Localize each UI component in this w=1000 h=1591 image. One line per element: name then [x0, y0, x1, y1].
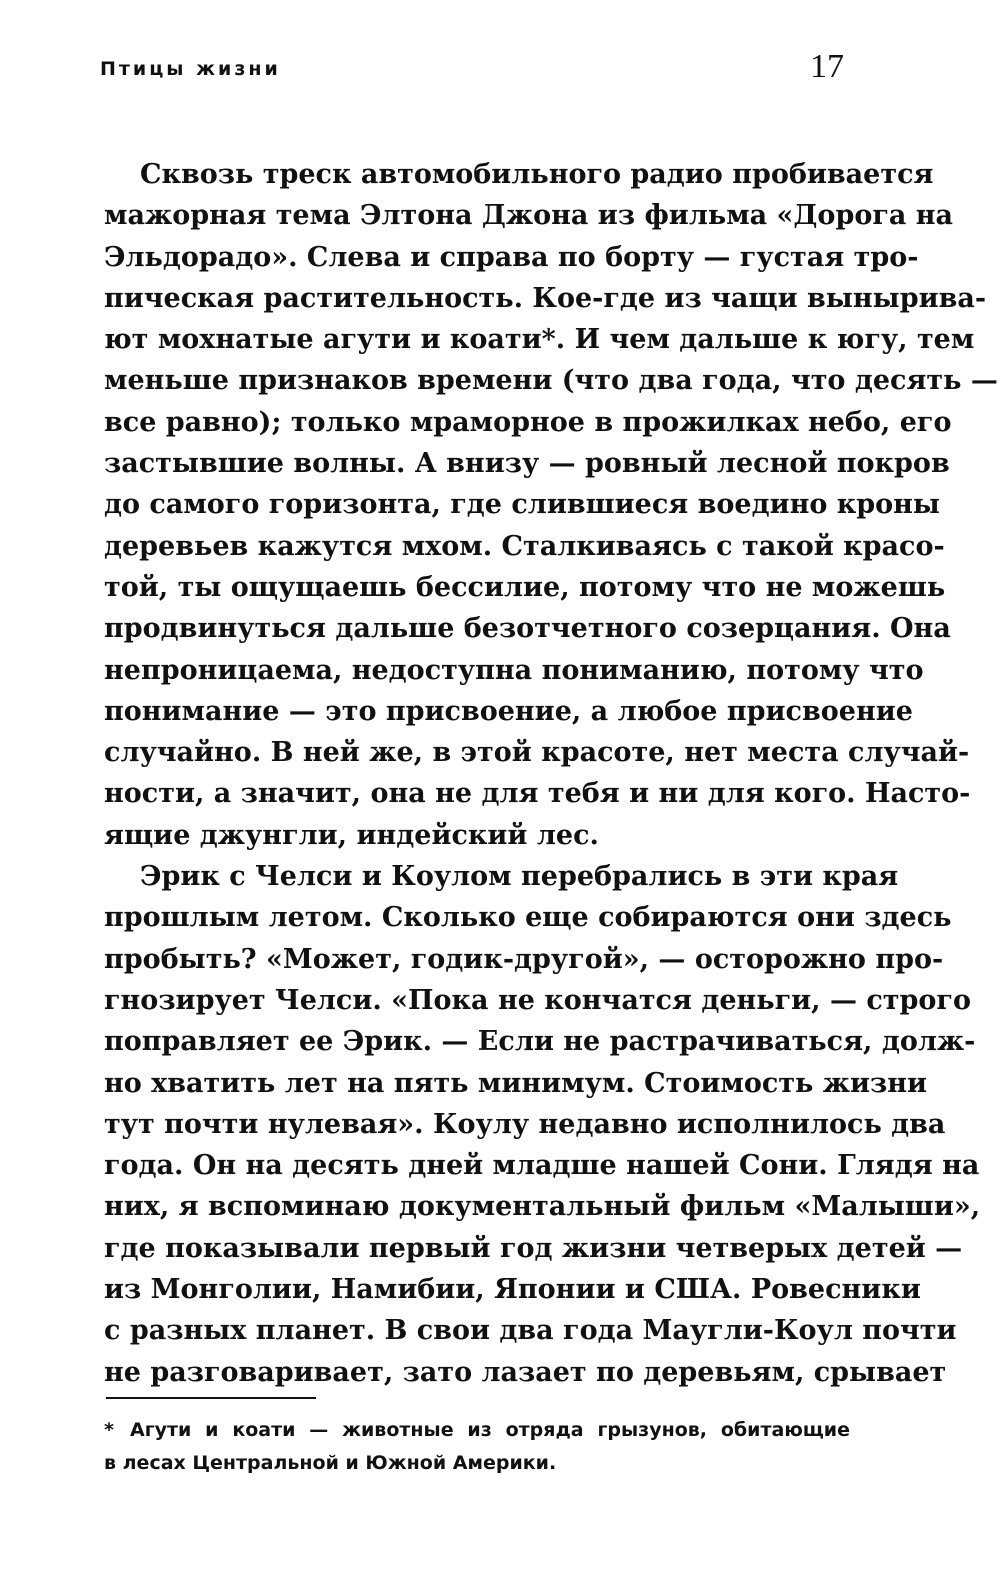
- text-line: случайно. В ней же, в этой красоте, нет места случай-: [104, 737, 970, 769]
- footnote-line: [104, 1414, 850, 1447]
- main-text: [104, 154, 998, 1393]
- text-line: прошлым летом. Сколько еще собираются они здесь: [104, 902, 952, 934]
- text-line: меньше признаков времени (что два года, что десять —: [104, 365, 998, 397]
- footnote-text: Агути и коати — животные из отряда грызунов, обитающие: [130, 1419, 850, 1441]
- text-line: застывшие волны. А внизу — ровный лесной покров: [104, 448, 950, 480]
- text-line: тут почти нулевая». Коулу недавно исполнилось два: [104, 1108, 946, 1140]
- text-line: понимание — это присвоение, а любое присвоение: [104, 695, 913, 727]
- text-line: продвинуться дальше безотчетного созерцания. Она: [104, 613, 951, 645]
- running-title: Птицы жизни: [100, 58, 281, 80]
- text-line: года. Он на десять дней младше нашей Сони. Глядя на: [104, 1150, 980, 1182]
- text-line: деревьев кажутся мхом. Сталкиваясь с такой красо-: [104, 530, 945, 562]
- text-line: с разных планет. В свои два года Маугли-Коул почти: [104, 1315, 957, 1347]
- text-line: непроницаема, недоступна пониманию, потому что: [104, 654, 924, 686]
- text-line: пическая растительность. Кое-где из чащи вынырива-: [104, 282, 987, 314]
- text-line: из Монголии, Намибии, Японии и США. Ровесники: [104, 1274, 921, 1306]
- text-line: Эрик с Челси и Коулом перебрались в эти края: [140, 861, 899, 893]
- text-line: все равно); только мраморное в прожилках небо, его: [104, 406, 952, 438]
- text-line: но хватить лет на пять минимум. Стоимость жизни: [104, 1067, 928, 1099]
- text-line: поправляет ее Эрик. — Если не растрачиваться, долж-: [104, 1026, 976, 1058]
- footnote-line: в лесах Центральной и Южной Америки.: [104, 1452, 557, 1474]
- text-line: до самого горизонта, где слившиеся воедино кроны: [104, 489, 940, 521]
- text-line: пробыть? «Может, годик-другой», — осторожно про-: [104, 943, 944, 975]
- text-line: ящие джунгли, индейский лес.: [104, 819, 599, 851]
- footnote-marker: *: [104, 1419, 114, 1441]
- text-line: где показывали первый год жизни четверых детей —: [104, 1232, 963, 1264]
- text-line: Эльдорадо». Слева и справа по борту — густая тро-: [104, 241, 919, 273]
- text-line: гнозирует Челси. «Пока не кончатся деньги, — строго: [104, 984, 971, 1016]
- text-line: них, я вспоминаю документальный фильм «Малыши»,: [104, 1191, 981, 1223]
- text-line: той, ты ощущаешь бессилие, потому что не можешь: [104, 571, 946, 603]
- footnote-divider: [106, 1397, 316, 1399]
- page-number: 17: [810, 48, 844, 85]
- text-line: ности, а значит, она не для тебя и ни для кого. Насто-: [104, 778, 971, 810]
- footnote: [104, 1414, 850, 1480]
- text-line: мажорная тема Элтона Джона из фильма «Дорога на: [104, 200, 954, 232]
- text-line: Сквозь треск автомобильного радио пробивается: [140, 159, 934, 190]
- text-line: не разговаривает, зато лазает по деревьям, срывает: [104, 1356, 947, 1388]
- text-line: ют мохнатые агути и коати*. И чем дальше к югу, тем: [104, 324, 975, 356]
